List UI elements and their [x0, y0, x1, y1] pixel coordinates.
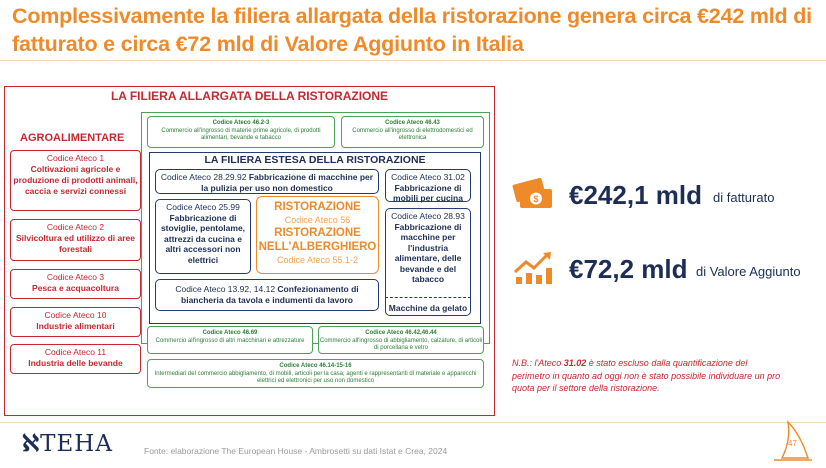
estesa-box-code: Codice Ateco 31.02 — [391, 172, 465, 182]
green-box-code: Codice Ateco 46.2-3 — [212, 120, 270, 126]
estesa-box-ateco-282992 — [155, 169, 379, 194]
filiera-estesa-title: LA FILIERA ESTESA DELLA RISTORAZIONE — [204, 154, 426, 166]
agro-item-code: Codice Ateco 10 — [44, 310, 107, 320]
green-box-code: Codice Ateco 46.14-15-16 — [279, 363, 352, 369]
estesa-box-desc: Fabbricazione di macchine per l'industria alimentare, delle bevande e del tabacco — [394, 221, 462, 284]
footnote-text: è stato escluso dalla quantificazione del perimetro in quanto ad oggi non è stato possibile individuare un pro quota per il settore della ristorazione. — [512, 358, 781, 393]
green-box-desc: Commercio all'ingrosso di elettrodomestici ed elettronica — [352, 127, 473, 141]
agroalimentare-title: AGROALIMENTARE — [20, 132, 125, 144]
green-box-code: Codice Ateco 46.43 — [385, 120, 440, 126]
agro-item-desc: Silvicoltura ed utilizzo di aree forestali — [15, 233, 136, 254]
ristorazione-title: RISTORAZIONE — [274, 201, 361, 213]
green-box-desc: Intermediari del commercio abbigliamento, di mobili, articoli per la casa; agenti e rappresentanti di materiale e apparecchi elettrici ed elettronici per uso non domestico — [154, 370, 477, 384]
alberghiero-code: Codice Ateco 55.1-2 — [276, 255, 359, 265]
estesa-box-desc: Fabbricazione di mobili per cucina — [393, 182, 463, 203]
page-title: Complessivamente la filiera allargata della ristorazione genera circa €242 mld di fatturato e circa €72 mld di Valore Aggiunto in Italia — [12, 4, 812, 56]
growth-chart-icon — [512, 250, 556, 286]
estesa-box-desc: Confezionamento di biancheria da tavola e indumenti da lavoro — [181, 284, 359, 305]
svg-text:$: $ — [533, 194, 539, 204]
agro-item-ateco-2 — [10, 219, 141, 261]
green-box-ateco-4623 — [147, 116, 335, 148]
estesa-box-code: Codice Ateco 25.99 — [166, 202, 240, 212]
estesa-box-code: Codice Ateco 13.92, 14.12 — [175, 284, 276, 294]
agro-item-ateco-1 — [10, 150, 141, 211]
gelato-label: Macchine da gelato — [388, 302, 468, 313]
gelato-divider — [385, 297, 471, 298]
agro-item-code: Codice Ateco 2 — [46, 222, 105, 232]
green-box-ateco-4614 — [147, 359, 484, 388]
fatturato-value: €242,1 mld — [569, 180, 702, 210]
agro-item-ateco-3 — [10, 269, 141, 299]
filiera-allargata-title: LA FILIERA ALLARGATA DELLA RISTORAZIONE — [110, 89, 389, 103]
estesa-box-ateco-2599 — [155, 199, 251, 274]
page-number: 47 — [788, 439, 797, 448]
logo-text: TEHA — [40, 431, 113, 457]
green-box-ateco-4643 — [341, 116, 484, 148]
agro-item-desc: Industrie alimentari — [36, 321, 115, 331]
valore-aggiunto-value: €72,2 mld — [569, 254, 688, 284]
ristorazione-code: Codice Ateco 56 — [284, 215, 351, 225]
agro-item-desc: Industria delle bevande — [28, 358, 123, 368]
alberghiero-title: RISTORAZIONE NELL'ALBERGHIERO — [258, 227, 377, 253]
estesa-box-ateco-2893 — [385, 208, 471, 316]
estesa-box-code: Codice Ateco 28.93 — [391, 211, 465, 221]
green-box-ateco-4642 — [318, 326, 484, 354]
agro-item-ateco-11 — [10, 344, 141, 374]
green-box-desc: Commercio all'ingrosso di abbigliamento, calzature, di articoli di porcellana e vetro — [319, 337, 483, 351]
estesa-box-ateco-1392 — [155, 279, 379, 311]
footer-divider — [0, 422, 826, 423]
estesa-box-desc: Fabbricazione di macchine per la pulizia per uso non domestico — [201, 172, 374, 193]
green-box-code: Codice Ateco 46.69 — [202, 330, 258, 336]
green-box-code: Codice Ateco 46.42,46.44 — [365, 330, 437, 336]
teha-logo: ℵTEHA — [22, 430, 113, 457]
footnote-ateco: 31.02 — [563, 358, 587, 368]
title-divider — [0, 60, 826, 61]
agro-item-desc: Pesca e acquacoltura — [32, 283, 119, 293]
valore-aggiunto-label: di Valore Aggiunto — [696, 264, 801, 279]
agro-item-desc: Coltivazioni agricole e produzione di prodotti animali, caccia e servizi connessi — [13, 164, 138, 196]
ristorazione-core-box — [256, 196, 379, 274]
agro-item-code: Codice Ateco 3 — [46, 272, 105, 282]
agro-item-ateco-10 — [10, 307, 141, 337]
fatturato-label: di fatturato — [713, 190, 775, 205]
estesa-box-desc: Fabbricazione di stoviglie, pentolame, attrezzi da cucina e altri accessori non elettrici — [160, 212, 246, 265]
green-box-ateco-4669 — [147, 326, 313, 354]
green-box-desc: Commercio all'ingrosso di materie prime agricole, di prodotti alimentari, bevande e tabacco — [161, 127, 321, 141]
source-text: Fonte: elaborazione The European House - Ambrosetti su dati Istat e Crea, 2024 — [144, 446, 448, 456]
agro-item-code: Codice Ateco 1 — [46, 153, 105, 163]
footnote — [512, 357, 782, 395]
money-icon — [512, 177, 556, 213]
estesa-box-ateco-3102 — [385, 169, 471, 202]
footnote-prefix: N.B.: l'Ateco — [512, 358, 564, 368]
agro-item-code: Codice Ateco 11 — [44, 347, 107, 357]
green-box-desc: Commercio all'ingrosso di altri macchinari e attrezzature — [155, 337, 305, 344]
estesa-box-code: Codice Ateco 28.29.92 — [160, 172, 247, 182]
